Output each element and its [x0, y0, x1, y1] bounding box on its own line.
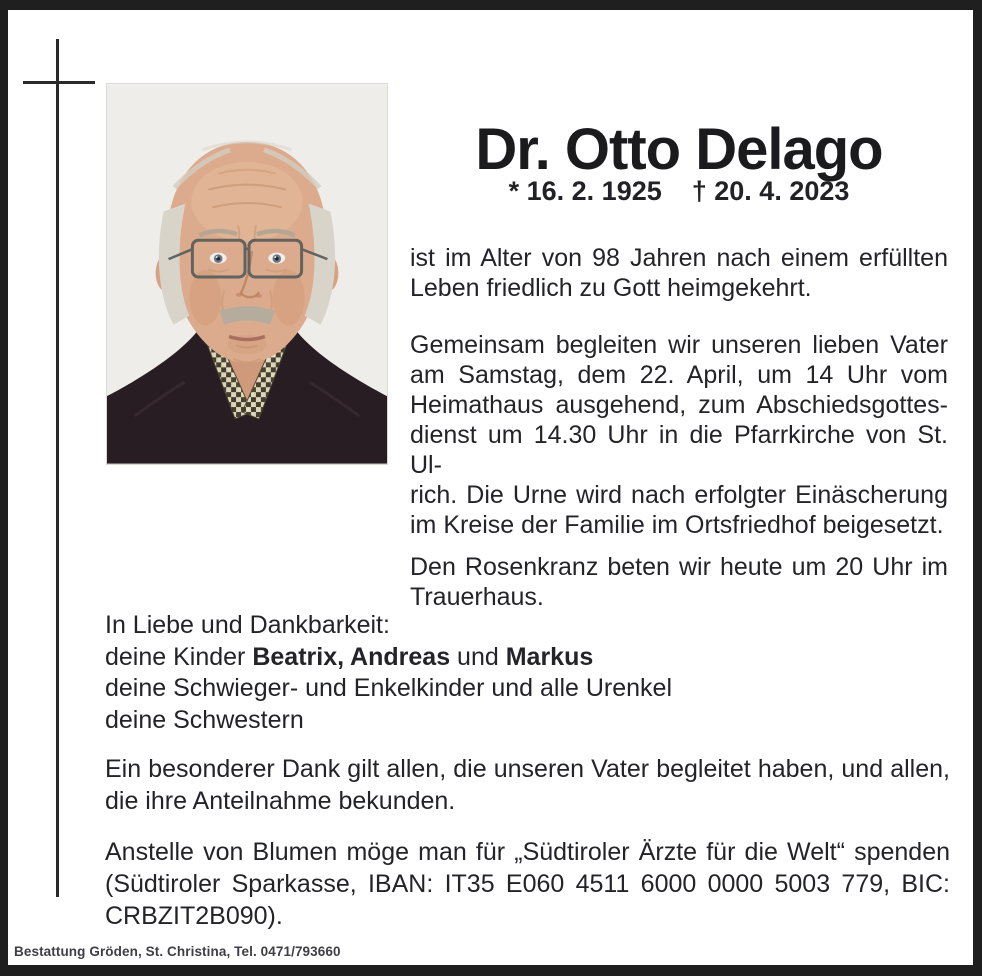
announcement-text [410, 243, 948, 612]
text-line: Anstelle von Blumen möge man für „Südtiroler Ärzte für die Welt“ spenden [105, 838, 950, 866]
text-line: die ihre Anteilnahme bekunden. [105, 787, 456, 815]
children-line [105, 642, 672, 674]
cross-icon [56, 39, 59, 897]
text-line: Gemeinsam begleiten wir unseren lieben Vater [410, 331, 948, 359]
death-date: † 20. 4. 2023 [691, 176, 850, 206]
child-name: Markus [505, 642, 594, 671]
portrait-illustration [107, 84, 387, 464]
text-line: am Samstag, dem 22. April, um 14 Uhr vom [410, 361, 948, 389]
cross-icon-bar [23, 81, 95, 84]
closing-salutation: In Liebe und Dankbarkeit: [105, 611, 390, 639]
portrait-photo [106, 83, 388, 465]
text-line: Ein besonderer Dank gilt allen, die unseren Vater begleitet haben, und allen, [105, 755, 950, 783]
text-line: Leben friedlich zu Gott heimgekehrt. [410, 274, 812, 302]
text-line: Trauerhaus. [410, 583, 544, 611]
obituary-page [8, 10, 973, 965]
text-line: (Südtiroler Sparkasse, IBAN: IT35 E060 4511 6000 0000 5003 779, BIC: [105, 870, 950, 898]
children-prefix: deine Kinder [105, 642, 253, 671]
text-line: CRBZIT2B090). [105, 902, 283, 930]
mourners-section [105, 610, 672, 736]
text-line: dienst um 14.30 Uhr in die Pfarrkirche von St. Ul- [410, 421, 948, 479]
thanks-paragraph [105, 753, 950, 817]
funeral-home-info: Bestattung Gröden, St. Christina, Tel. 0471/793660 [14, 944, 341, 959]
sisters-line: deine Schwestern [105, 705, 304, 734]
birth-date: * 16. 2. 1925 [508, 176, 662, 206]
funeral-paragraph [410, 330, 948, 540]
text-line: ist im Alter von 98 Jahren nach einem erfüllten [410, 244, 948, 272]
rosary-paragraph [410, 552, 948, 612]
children-names: Beatrix, Andreas [252, 642, 451, 671]
life-dates [410, 176, 948, 206]
relatives-line: deine Schwieger- und Enkelkinder und alle Urenkel [105, 674, 673, 702]
intro-paragraph [410, 243, 948, 303]
donation-paragraph [105, 836, 950, 932]
deceased-name: Dr. Otto Delago [475, 116, 883, 182]
text-line: im Kreise der Familie im Ortsfriedhof beigesetzt. [410, 511, 944, 539]
text-line: rich. Die Urne wird nach erfolgter Einäscherung [410, 481, 948, 509]
text-line: Den Rosenkranz beten wir heute um 20 Uhr im [410, 553, 948, 581]
text-line: Heimathaus ausgehend, zum Abschiedsgottes- [410, 391, 948, 419]
children-conjunction: und [450, 642, 506, 671]
